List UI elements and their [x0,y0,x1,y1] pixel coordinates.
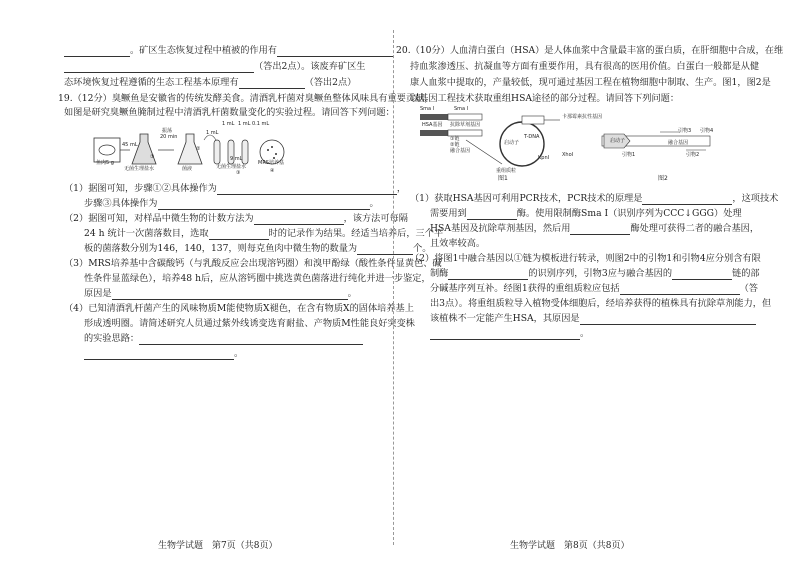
tube-1-icon [214,140,220,164]
fig-label-9ml: 9 mL [230,156,243,162]
arrow [466,140,502,164]
fig2-primer4: 引物4 [700,128,714,134]
answer-blank[interactable] [239,78,305,89]
fig-label-sterile: 无菌生理盐水 [216,164,247,170]
q20-stem-line2: 持血浆渗透压、抗凝血等方面有重要作用，具有很高的医用价值。白蛋白一般都是从健 [410,61,760,72]
fig1-strand1: ①链 [450,136,460,142]
q19-2-line2: 24 h 统计一次菌落数目，选取 时的记录作为结果。经适当培养后，三个平 [84,228,444,239]
fig-label-1ml-a: 1 mL [206,130,219,136]
answer-blank[interactable] [580,314,756,325]
q20-2-line3: 分碱基序列互补。经图1获得的重组质粒应包括 （答 [430,283,758,294]
fig-label-step2: ② [196,146,201,152]
answer-blank[interactable] [158,199,370,210]
fig-label-1ml-c: 1 mL [238,121,251,127]
fig-label-45ml: 45 mL [122,142,138,148]
answer-blank[interactable] [448,269,528,280]
fig1-kpn: KpnⅠ [538,155,550,161]
page-footer-left: 生物学试题 第7页（共8页） [158,541,278,551]
tube-3-icon [242,140,248,164]
q20-2-line1: （2）将图1中融合基因以①链为模板进行转录，则图2中的引物1和引物4应分别含有限 [410,253,761,264]
answer-blank[interactable] [672,269,732,280]
fig2-primer2: 引物2 [686,152,700,158]
fig-label-step4: ④ [270,168,275,174]
fig1-sma1b: Sma Ⅰ [454,106,469,112]
answer-blank[interactable] [277,46,393,57]
fig-label-water: 无菌生理盐水 [124,166,155,172]
q20-1-line2: 需要用到 酶。使用限制酶Sma Ⅰ（识别序列为CCC↓GGG）处理 [430,208,742,219]
answer-blank[interactable] [467,209,517,220]
q19-stem-line1: 19.（12分）臭鳜鱼是安徽省的传统发酵美食。清酒乳杆菌对臭鳜鱼整体风味具有重要贡献， [58,93,434,104]
fig1-sma1: Sma Ⅰ [420,106,435,112]
q20-2-line4: 出3点）。将重组质粒导入植物受体细胞后，经培养获得的植株具有抗除草剂能力，但 [430,298,772,309]
q19-4-line3: 的实验思路： [84,332,363,345]
fig-label-step1: ① [150,154,155,160]
page-footer-right: 生物学试题 第8页（共8页） [510,541,630,551]
answer-blank[interactable] [139,334,363,345]
q20-1-line3: HSA基因及抗除草剂基因，然后用 酶处理可获得二者的融合基因， [430,223,760,234]
q19-1-line2: 步骤③具体操作为 。 [84,198,379,209]
q19-2-line1: （2）据图可知，对样品中微生物的计数方法为 ，该方法可每隔 [64,213,408,224]
fig-label-0.1ml: 0.1 mL [252,121,270,127]
q19-4-line1: （4）已知清酒乳杆菌产生的风味物质M能使物质X褪色，在含有物质X的固体培养基上 [64,303,414,314]
fig-label-time: 20 min [160,134,178,140]
fig1-marker: 卡那霉素抗性基因 [562,114,603,120]
q20-stem-line4: 以基因工程技术获取重组HSA途径的部分过程。请回答下列问题： [410,93,680,104]
answer-blank[interactable] [209,229,269,240]
fig2-promoter: 启动子 [610,138,626,144]
q20-2-line6: 。 [430,327,589,340]
fig-label-step3: ③ [236,170,241,176]
t-dna-region [522,116,544,124]
fig-label-shake: 振荡 [162,128,173,134]
fig1-caption: 图1 [498,175,508,182]
q20-1-line1: （1）获取HSA基因可利用PCR技术，PCR技术的原理是 ，这项技术 [410,193,779,204]
q20-2-line2: 制酶 的识别序列，引物3应与融合基因的 链的部 [430,268,760,279]
fig-label-homog: 菌液 [182,166,193,172]
answer-blank[interactable] [254,214,344,225]
page-8 [396,0,800,579]
q18-line1: 。矿区生态恢复过程中植被的作用有 [64,44,393,57]
fusion-hsa-bar [420,130,448,136]
q20-stem-line1: 20.（10分）人血清白蛋白（HSA）是人体血浆中含量最丰富的蛋白质，在肝细胞中合成，在维 [396,45,784,56]
q20-1-line4: 且效率较高。 [430,238,486,249]
answer-blank[interactable] [217,184,397,195]
fig1-xho: XhoⅠ [562,152,574,158]
fig2-primer3: 引物3 [678,128,692,134]
q19-4-line2: 形成透明圈。请简述研究人员通过紫外线诱变选育耐盐、产物质M性能良好突变株 [84,318,415,329]
fig1-hsa: HSA基因 [422,122,443,128]
answer-blank[interactable] [642,194,732,205]
answer-blank[interactable] [64,46,130,57]
q19-2-line3: 板的菌落数分别为146，140，137，则每克鱼肉中微生物的数量为 个。 [84,243,432,254]
fig1-promoter: 启动子 [504,140,520,146]
fig2-caption: 图2 [658,175,668,182]
fig-label-fish: 鱼肉5 g [96,160,114,166]
q20-stem-line3: 康人血浆中提取的，产量较低，现可通过基因工程在植物细胞中制取、生产。图1，图2是 [410,77,771,88]
q20-2-line5: 该植株不一定能产生HSA，其原因是 [430,312,756,325]
q18-line2: （答出2点）。该废弃矿区生 [64,60,366,73]
fish-sample-box [94,138,120,162]
q19-4-line4: 。 [84,347,243,360]
fig1-herb: 抗除草剂基因 [450,122,481,128]
fish-icon [99,145,115,155]
q19-3-line2: 性条件显蓝绿色），培养48 h后，应从溶钙圈中挑选黄色菌落进行纯化并进一步鉴定， [84,273,431,284]
herbicide-gene-bar [448,114,482,120]
fig1-tdna: T-DNA [524,134,540,140]
fig1-strand2: ②链 [450,142,460,148]
q19-stem-line2: 如图是研究臭鳜鱼腌制过程中清酒乳杆菌数量变化的实验过程。请回答下列问题： [64,107,395,118]
answer-blank[interactable] [570,224,630,235]
answer-blank[interactable] [84,349,234,360]
q19-3-line1: （3）MRS培养基中含碳酸钙（与乳酸反应会出现溶钙圈）和溴甲酚绿（酸性条件显黄色、碱 [64,258,442,269]
answer-blank[interactable] [112,289,348,300]
fig2-primer1: 引物1 [622,152,636,158]
fig2-fusion: 融合基因 [668,140,689,146]
answer-blank[interactable] [430,329,580,340]
answer-blank[interactable] [64,62,254,73]
hsa-gene-bar [420,114,448,120]
q19-1-line1: （1）据图可知，步骤①②具体操作为 ， [64,183,407,194]
fig-label-1ml-b: 1 mL [222,121,235,127]
fig-label-mrs: MRS培养基 [258,160,284,166]
answer-blank[interactable] [620,284,740,295]
q19-3-line3: 原因是 。 [84,288,357,299]
q18-line3: 态环境恢复过程遵循的生态工程基本原理有 （答出2点） [64,77,357,88]
page-divider [393,30,394,545]
fig1-fusion: 融合基因 [450,148,471,154]
fig1-plasmid: 重组质粒 [496,168,517,174]
